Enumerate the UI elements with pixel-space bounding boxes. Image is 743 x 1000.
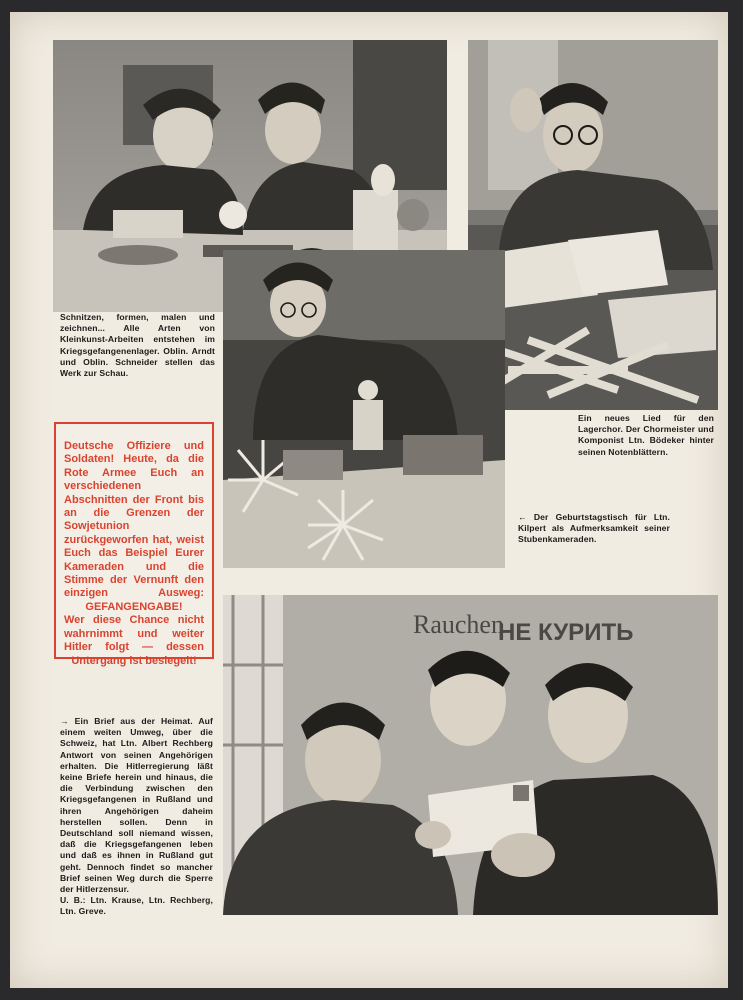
red-callout-box (54, 422, 214, 667)
photo-composer (468, 40, 718, 410)
magazine-page (10, 12, 728, 988)
sign-german: Rauchen (413, 610, 504, 639)
photo-birthday-image (223, 250, 505, 568)
caption-song: Ein neues Lied für den Lagerchor. Der Chormeister und Komponist Ltn. Bödeker hinter seinen Notenblättern. (578, 413, 714, 457)
caption-crafts: Schnitzen, formen, malen und zeichnen... Alle Arten von Kleinkunst-Arbeiten entstehen im Kriegsgefangenenlager. Oblin. Arndt und Oblin. Schneider stellen das Werk zur Schau. (60, 312, 215, 379)
photo-letter-image (223, 595, 718, 915)
callout-paragraph-1: Deutsche Offiziere und Soldaten! Heute, da die Rote Armee Euch an verschiedenen Abschnitten der Front bis an die Grenzen der Sowjetunion zurückgeworfen hat, weist Euch das Beispiel Eurer Kameraden und die Stimme der Vernunft den einzigen Ausweg: GEFANGENGABE! (64, 440, 204, 613)
arrow-left-icon: ← (518, 512, 527, 522)
callout-paragraph-2: Wer diese Chance nicht wahrnimmt und weiter Hitler folgt — dessen Untergang ist besiegelt! (64, 614, 204, 667)
photo-letter (223, 595, 718, 915)
caption-letter: → Ein Brief aus der Heimat. Auf einem weiten Umweg, über die Schweiz, hat Ltn. Albert Rechberg Antwort von seinen Angehörigen erhalten. Die Hitlerregierung läßt keine Briefe herein und hinaus, die die Verbindung zwischen den Kriegsgefangenen in Rußland und ihren Angehörigen daheim herstellen sollen. Denn in Deutschland soll niemand wissen, daß die Kriegsgefangenen leben und daß es ihnen in Rußland gut geht. Dennoch findet so mancher Brief seinen Weg durch die Sperre der Hitlerzensur. U. B.: Ltn. Krause, Ltn. Rechberg, Ltn. Greve. (60, 716, 213, 917)
photo-composer-image (468, 40, 718, 410)
arrow-right-icon: → (60, 716, 69, 726)
photo-birthday-table (223, 250, 505, 568)
caption-letter-names: U. B.: Ltn. Krause, Ltn. Rechberg, Ltn. Greve. (60, 895, 213, 917)
caption-birthday: ← Der Geburtstagstisch für Ltn. Kilpert als Aufmerksamkeit seiner Stubenkameraden. (518, 512, 670, 545)
sign-russian: НЕ КУРИТЬ (498, 619, 634, 646)
